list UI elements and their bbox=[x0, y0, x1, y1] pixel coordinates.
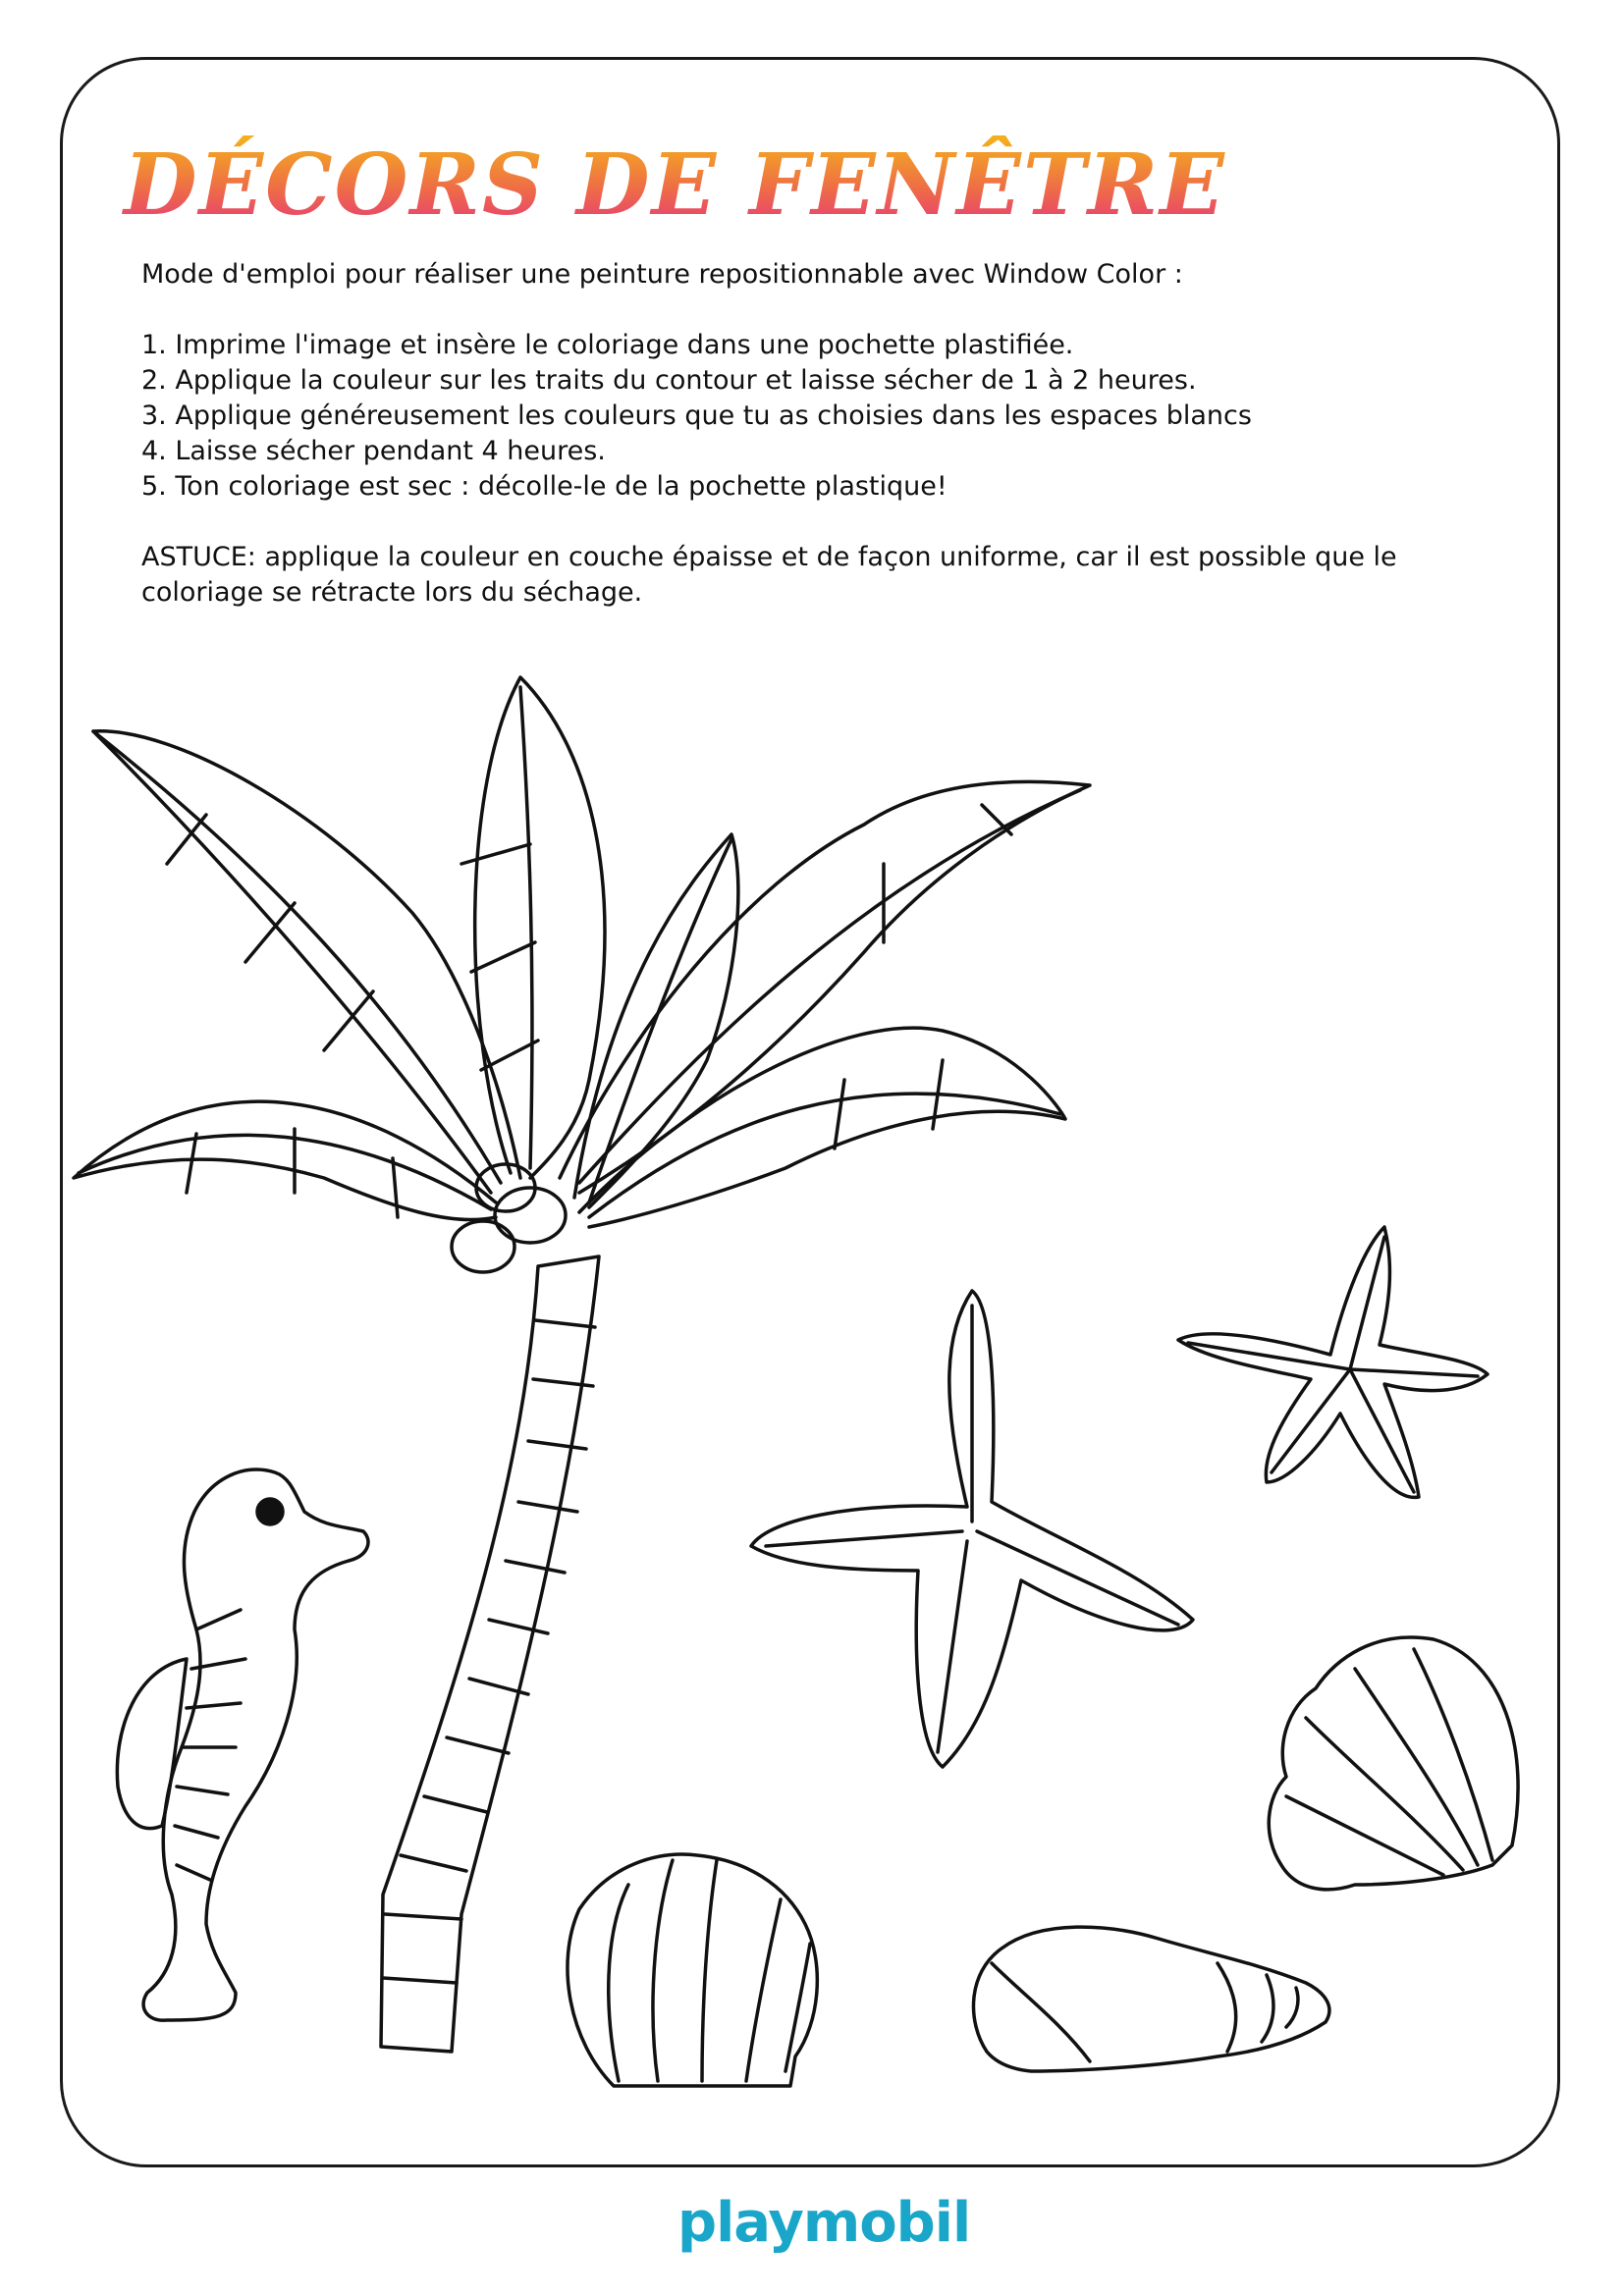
step-1: 1. Imprime l'image et insère le coloriage dans une pochette plastifiée. bbox=[141, 330, 1074, 360]
svg-text:DÉCORS DE FENÊTRE: DÉCORS DE FENÊTRE bbox=[124, 135, 1226, 235]
tip-line-2: coloriage se rétracte lors du séchage. bbox=[141, 577, 643, 608]
step-3: 3. Applique généreusement les couleurs que tu as choisies dans les espaces blancs bbox=[141, 400, 1252, 431]
brand-text: playmobil bbox=[677, 2191, 971, 2255]
coloring-illustration bbox=[59, 648, 1561, 2160]
playmobil-logo bbox=[677, 2191, 971, 2269]
intro-text: Mode d'emploi pour réaliser une peinture repositionnable avec Window Color : bbox=[141, 259, 1183, 290]
conch-shell-drawing bbox=[973, 1927, 1328, 2071]
tip-line-1: ASTUCE: applique la couleur en couche épaisse et de façon uniforme, car il est possible que le bbox=[141, 542, 1397, 572]
starfish-large-drawing bbox=[751, 1291, 1193, 1767]
seahorse-drawing bbox=[117, 1469, 368, 2020]
step-2: 2. Applique la couleur sur les traits du contour et laisse sécher de 1 à 2 heures. bbox=[141, 365, 1197, 396]
scallop-shell-right-drawing bbox=[1269, 1637, 1518, 1890]
step-4: 4. Laisse sécher pendant 4 heures. bbox=[141, 436, 606, 466]
page-title bbox=[120, 118, 1226, 245]
starfish-small-drawing bbox=[1178, 1227, 1488, 1497]
step-5: 5. Ton coloriage est sec : décolle-le de la pochette plastique! bbox=[141, 471, 947, 502]
scallop-shell-center-drawing bbox=[568, 1854, 817, 2086]
instructions bbox=[141, 257, 1496, 611]
